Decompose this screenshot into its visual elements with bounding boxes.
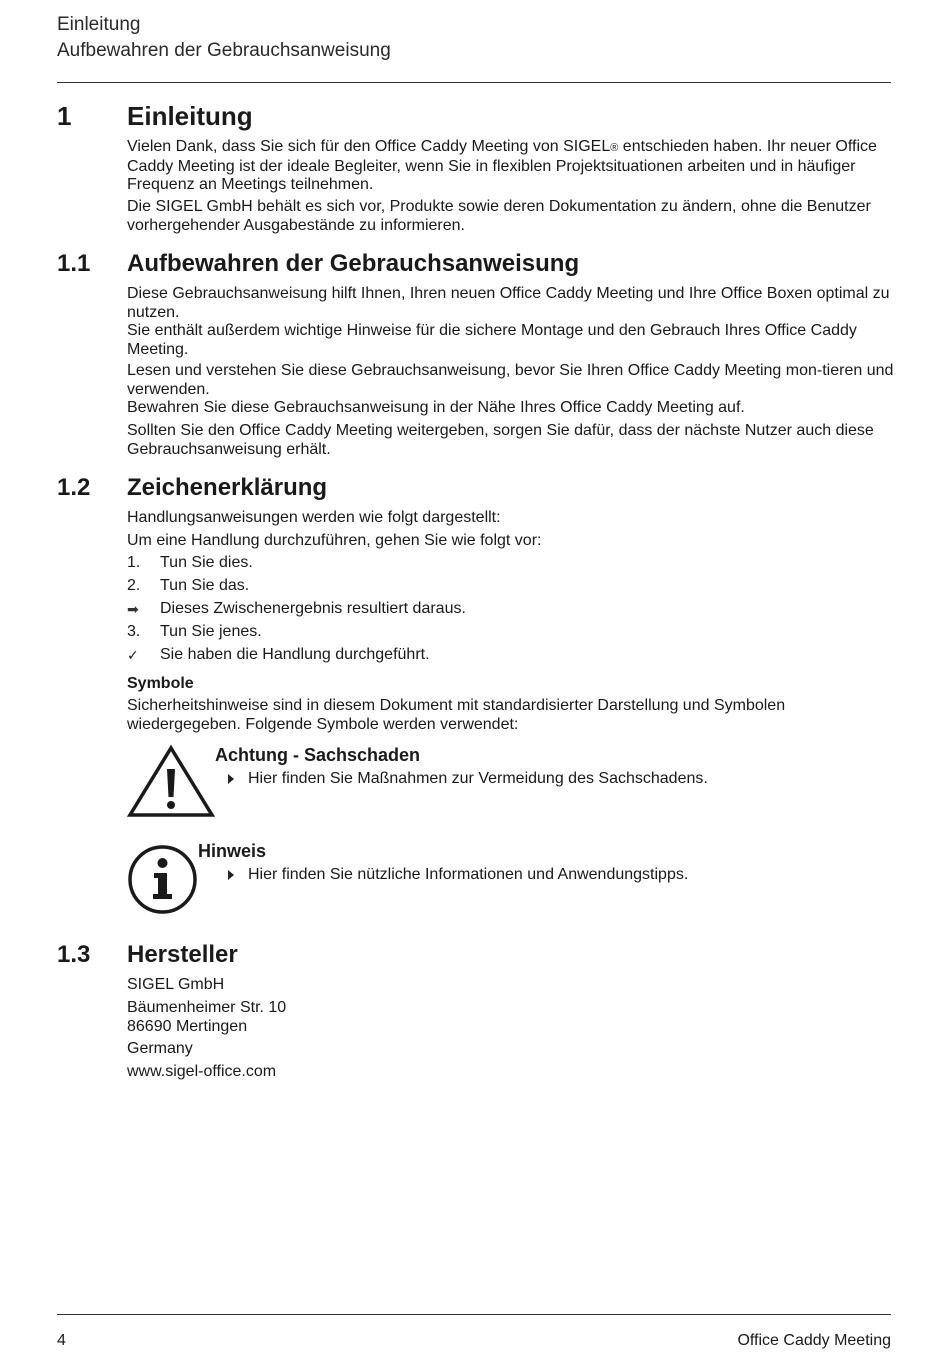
step-number: 3. — [127, 623, 141, 640]
footer-product-name: Office Caddy Meeting — [737, 1332, 891, 1349]
checkmark-icon: ✓ — [127, 647, 139, 663]
page-number: 4 — [57, 1332, 66, 1349]
section-title: Hersteller — [127, 941, 238, 968]
storage-text-line: Diese Gebrauchsanweisung hilft Ihnen, Ihren neuen Office Caddy Meeting und Ihre Office Boxen optimal zu nutzen. — [127, 285, 890, 321]
address-city: 86690 Mertingen — [127, 1017, 248, 1035]
section-number: 1 — [57, 101, 72, 131]
section-title: Zeichenerklärung — [127, 474, 328, 501]
info-title: Hinweis — [198, 841, 267, 861]
address-street: Bäumenheimer Str. 10 — [127, 999, 287, 1016]
instructions-intro-2: Um eine Handlung durchzuführen, gehen Sie wie folgt vor: — [127, 532, 542, 549]
warning-icon — [127, 745, 215, 818]
intro-text-a: Vielen Dank, dass Sie sich für den Office Caddy Meeting von SIGEL — [127, 138, 611, 155]
header-divider — [57, 82, 891, 83]
bullet-triangle-icon — [228, 870, 234, 880]
step-text: Tun Sie dies. — [160, 554, 253, 571]
section-number: 1.1 — [57, 250, 91, 277]
address-block — [127, 999, 897, 1036]
running-header-chapter: Einleitung — [57, 14, 141, 35]
intro-text-b: entschieden haben. Ihr neuer Office Caddy Meeting ist der ideale Begleiter, wenn Sie in flexiblen Projektsituationen arbeiten und in häufiger Frequenz an Meetings teilnehmen. — [127, 138, 877, 193]
info-icon — [127, 844, 198, 915]
step-text: Tun Sie das. — [160, 577, 250, 594]
storage-text-line: Sie enthält außerdem wichtige Hinweise für die sichere Montage und den Gebrauch Ihres Office Caddy Meeting. — [127, 322, 857, 358]
disclaimer-paragraph: Die SIGEL GmbH behält es sich vor, Produkte sowie deren Dokumentation zu ändern, ohne die Benutzer vorhergehender Ausgabestände zu informieren. — [127, 198, 871, 234]
warning-text: Hier finden Sie Maßnahmen zur Vermeidung des Sachschadens. — [248, 770, 708, 787]
result-arrow-icon: ➡ — [127, 601, 139, 617]
section-number: 1.3 — [57, 941, 91, 968]
storage-paragraph-3: Sollten Sie den Office Caddy Meeting weitergeben, sorgen Sie dafür, dass der nächste Nutzer auch diese Gebrauchsanweisung erhält. — [127, 422, 874, 458]
symbols-heading: Symbole — [127, 675, 194, 692]
bullet-triangle-icon — [228, 774, 234, 784]
company-name: SIGEL GmbH — [127, 976, 225, 993]
step-number: 2. — [127, 577, 141, 594]
website-link[interactable]: www.sigel-office.com — [127, 1063, 277, 1080]
storage-text-line: Bewahren Sie diese Gebrauchsanweisung in der Nähe Ihres Office Caddy Meeting auf. — [127, 399, 745, 416]
storage-paragraph-1 — [127, 285, 897, 359]
running-header-section: Aufbewahren der Gebrauchsanweisung — [57, 40, 391, 61]
section-number: 1.2 — [57, 474, 91, 501]
section-title: Einleitung — [127, 101, 253, 131]
instructions-intro-1: Handlungsanweisungen werden wie folgt dargestellt: — [127, 509, 501, 526]
intro-paragraph — [127, 138, 897, 195]
address-country: Germany — [127, 1040, 193, 1057]
step-number: 1. — [127, 554, 141, 571]
step-text: Sie haben die Handlung durchgeführt. — [160, 646, 430, 663]
footer-divider — [57, 1314, 891, 1315]
storage-text-line: Lesen und verstehen Sie diese Gebrauchsanweisung, bevor Sie Ihren Office Caddy Meeting mon-tieren und verwenden. — [127, 362, 894, 398]
running-header — [57, 12, 391, 64]
step-text: Dieses Zwischenergebnis resultiert daraus. — [160, 600, 466, 617]
storage-paragraph-2 — [127, 362, 897, 418]
warning-title: Achtung - Sachschaden — [215, 745, 421, 765]
info-text: Hier finden Sie nützliche Informationen und Anwendungstipps. — [248, 866, 689, 883]
symbols-intro: Sicherheitshinweise sind in diesem Dokument mit standardisierter Darstellung und Symbolen wiedergegeben. Folgende Symbole werden verwendet: — [127, 697, 786, 733]
section-title: Aufbewahren der Gebrauchsanweisung — [127, 250, 580, 277]
registered-mark: ® — [610, 142, 619, 154]
step-text: Tun Sie jenes. — [160, 623, 262, 640]
